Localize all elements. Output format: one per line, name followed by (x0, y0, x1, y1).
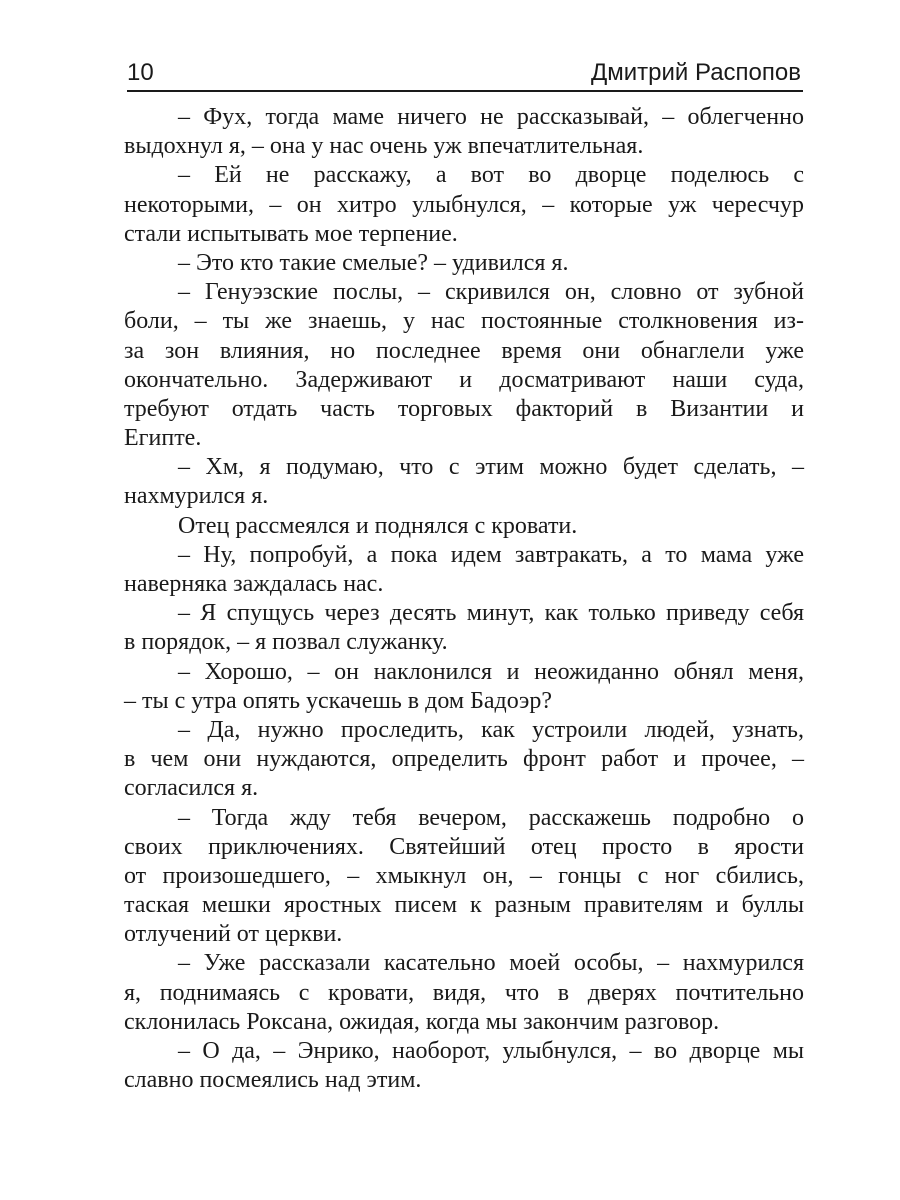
text-line: – Фух, тогда маме ничего не рассказывай, – облегченно (178, 104, 804, 130)
running-head-author: Дмитрий Распопов (591, 59, 801, 86)
text-line: некоторыми, – он хитро улыбнулся, – которые уж чересчур (124, 191, 804, 218)
text-line: – Это кто такие смелые? – удивился я. (178, 249, 569, 276)
text-line: Отец рассмеялся и поднялся с кровати. (178, 512, 578, 539)
text-line: требуют отдать часть торговых факторий в Византии и (124, 395, 804, 422)
text-line: – ты с утра опять ускачешь в дом Бадоэр? (124, 687, 552, 714)
text-line: – Ей не расскажу, а вот во дворце поделюсь с (178, 162, 804, 189)
text-line: – Ну, попробуй, а пока идем завтракать, а то мама уже (178, 541, 804, 568)
text-line: славно посмеялись над этим. (124, 1067, 422, 1094)
text-line: согласился я. (124, 775, 259, 802)
text-line: – Хм, я подумаю, что с этим можно будет сделать, – (178, 454, 804, 481)
text-line: – Хорошо, – он наклонился и неожиданно обнял меня, (178, 658, 804, 685)
text-line: – Да, нужно проследить, как устроили людей, узнать, (178, 716, 804, 743)
text-line: – Тогда жду тебя вечером, расскажешь подробно о (178, 804, 804, 831)
text-line: – Уже рассказали касательно моей особы, – нахмурился (178, 950, 804, 977)
text-line: Египте. (124, 425, 202, 452)
text-line: в порядок, – я позвал служанку. (124, 629, 448, 656)
text-line: отлучений от церкви. (124, 921, 343, 948)
text-line: – О да, – Энрико, наоборот, улыбнулся, – во дворце мы (178, 1038, 804, 1064)
text-line: боли, – ты же знаешь, у нас постоянные столкновения из- (124, 308, 804, 335)
running-head (127, 54, 803, 92)
text-line: за зон влияния, но последнее время они обнаглели уже (124, 337, 804, 364)
text-line: таская мешки яростных писем к разным правителям и буллы (124, 892, 804, 919)
text-line: наверняка заждалась нас. (124, 571, 384, 597)
text-line: в чем они нуждаются, определить фронт работ и прочее, – (124, 746, 804, 773)
text-line: нахмурился я. (124, 483, 269, 510)
text-line: своих приключениях. Святейший отец просто в ярости (124, 833, 804, 860)
text-line: от произошедшего, – хмыкнул он, – гонцы с ног сбились, (124, 862, 804, 889)
text-line: выдохнул я, – она у нас очень уж впечатлительная. (124, 133, 644, 160)
text-line: стали испытывать мое терпение. (124, 220, 458, 247)
text-line: окончательно. Задерживают и досматривают наши суда, (124, 366, 804, 393)
text-line: – Я спущусь через десять минут, как только приведу себя (178, 600, 804, 627)
text-line: склонилась Роксана, ожидая, когда мы закончим разговор. (124, 1008, 720, 1035)
text-line: я, поднимаясь с кровати, видя, что в дверях почтительно (124, 979, 804, 1006)
text-line: – Генуэзские послы, – скривился он, словно от зубной (178, 279, 804, 306)
page-number: 10 (127, 59, 154, 86)
body-text (124, 103, 804, 1095)
